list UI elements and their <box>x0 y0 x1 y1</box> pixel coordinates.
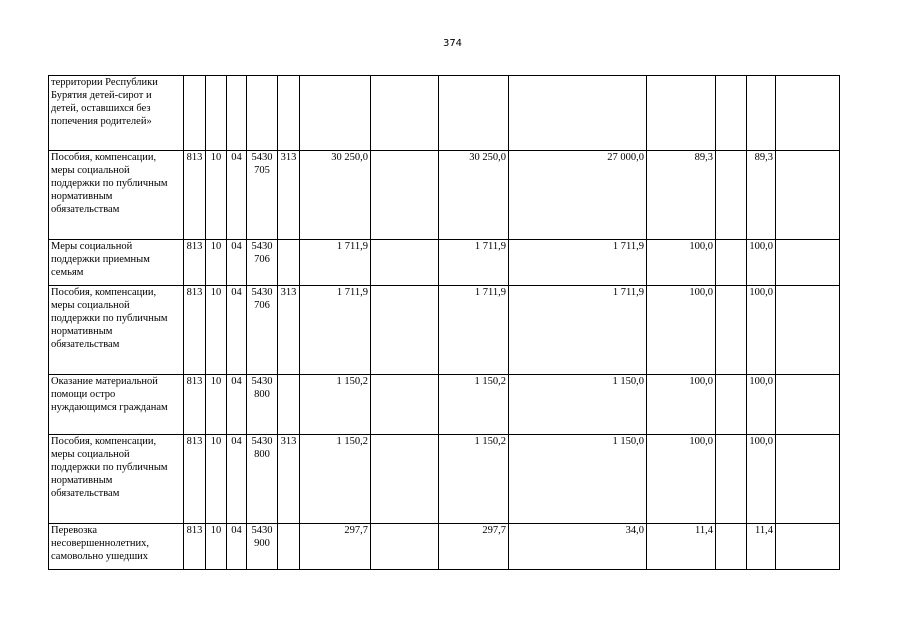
table-cell: 10 <box>206 240 227 286</box>
table-cell: 10 <box>206 375 227 435</box>
table-cell: 313 <box>278 286 300 375</box>
table-cell <box>716 76 747 151</box>
table-cell <box>184 76 206 151</box>
table-cell: 5430 900 <box>247 524 278 570</box>
table-cell: 10 <box>206 151 227 240</box>
table-cell: 100,0 <box>747 286 776 375</box>
table-cell: 11,4 <box>747 524 776 570</box>
table-cell: 297,7 <box>300 524 371 570</box>
table-row <box>49 240 840 286</box>
table-cell: 89,3 <box>747 151 776 240</box>
table-cell: 04 <box>227 151 247 240</box>
table-cell: 04 <box>227 240 247 286</box>
table-cell: 1 150,2 <box>300 435 371 524</box>
table-body <box>49 76 840 570</box>
table-cell <box>371 375 439 435</box>
table-cell <box>278 76 300 151</box>
table-cell <box>776 76 840 151</box>
table-row <box>49 286 840 375</box>
table-cell: 04 <box>227 286 247 375</box>
table-cell: 100,0 <box>747 435 776 524</box>
table-cell <box>647 76 716 151</box>
table-cell <box>776 375 840 435</box>
table-cell: 100,0 <box>747 375 776 435</box>
table-row <box>49 151 840 240</box>
table-cell <box>300 76 371 151</box>
page-number: 374 <box>442 38 463 49</box>
table-cell: 04 <box>227 524 247 570</box>
table-cell <box>371 435 439 524</box>
table-cell <box>776 286 840 375</box>
table-cell <box>371 76 439 151</box>
table-cell: 10 <box>206 286 227 375</box>
table-cell <box>247 76 278 151</box>
table-cell <box>776 435 840 524</box>
table-cell: 1 711,9 <box>509 240 647 286</box>
row-name-cell: Пособия, компенсации, меры социальной поддержки по публичным нормативным обязательствам <box>49 286 184 375</box>
row-name-cell: Оказание материальной помощи остро нуждающимся гражданам <box>49 375 184 435</box>
table-cell: 1 711,9 <box>300 286 371 375</box>
row-name-cell: Перевозка несовершеннолетних, самовольно ушедших <box>49 524 184 570</box>
table-cell <box>776 240 840 286</box>
table-cell <box>278 240 300 286</box>
table-cell: 04 <box>227 435 247 524</box>
table-cell <box>716 435 747 524</box>
table-cell <box>716 286 747 375</box>
table-cell: 100,0 <box>747 240 776 286</box>
table-cell: 1 711,9 <box>509 286 647 375</box>
table-cell <box>227 76 247 151</box>
table-cell <box>206 76 227 151</box>
table-cell <box>509 76 647 151</box>
table-cell: 10 <box>206 524 227 570</box>
table-cell <box>776 151 840 240</box>
table-cell: 27 000,0 <box>509 151 647 240</box>
table-cell <box>278 375 300 435</box>
table-cell: 313 <box>278 435 300 524</box>
table-cell <box>371 286 439 375</box>
table-cell: 5430 800 <box>247 435 278 524</box>
table-cell: 297,7 <box>439 524 509 570</box>
table-cell <box>278 524 300 570</box>
table-cell <box>371 524 439 570</box>
table-cell: 813 <box>184 524 206 570</box>
table-cell <box>716 524 747 570</box>
table-cell: 30 250,0 <box>300 151 371 240</box>
table-row <box>49 435 840 524</box>
table-cell: 04 <box>227 375 247 435</box>
table-cell <box>716 240 747 286</box>
table-cell: 1 711,9 <box>300 240 371 286</box>
table-cell: 313 <box>278 151 300 240</box>
table-cell <box>747 76 776 151</box>
table-cell: 100,0 <box>647 375 716 435</box>
budget-table <box>48 75 840 570</box>
table-cell: 5430 706 <box>247 286 278 375</box>
table-cell: 10 <box>206 435 227 524</box>
table-cell: 1 150,0 <box>509 435 647 524</box>
table-cell: 813 <box>184 286 206 375</box>
table-cell: 100,0 <box>647 435 716 524</box>
table-cell: 1 711,9 <box>439 286 509 375</box>
table-cell <box>371 240 439 286</box>
row-name-cell: Пособия, компенсации, меры социальной поддержки по публичным нормативным обязательствам <box>49 151 184 240</box>
table-cell: 1 150,2 <box>300 375 371 435</box>
table-cell <box>776 524 840 570</box>
table-cell: 813 <box>184 151 206 240</box>
table-cell <box>716 151 747 240</box>
table-cell: 100,0 <box>647 286 716 375</box>
row-name-cell: территории Республики Бурятия детей-сирот и детей, оставшихся без попечения родителей» <box>49 76 184 151</box>
table-row <box>49 375 840 435</box>
table-row <box>49 524 840 570</box>
table-cell: 34,0 <box>509 524 647 570</box>
table-cell: 5430 706 <box>247 240 278 286</box>
table-cell: 1 150,2 <box>439 435 509 524</box>
table-cell: 1 150,2 <box>439 375 509 435</box>
row-name-cell: Меры социальной поддержки приемным семьям <box>49 240 184 286</box>
table-cell: 5430 705 <box>247 151 278 240</box>
table-cell: 813 <box>184 375 206 435</box>
table-cell: 813 <box>184 240 206 286</box>
row-name-cell: Пособия, компенсации, меры социальной поддержки по публичным нормативным обязательствам <box>49 435 184 524</box>
table-cell: 89,3 <box>647 151 716 240</box>
table-cell: 100,0 <box>647 240 716 286</box>
table-cell: 813 <box>184 435 206 524</box>
table-cell: 30 250,0 <box>439 151 509 240</box>
table-cell: 5430 800 <box>247 375 278 435</box>
table-cell: 1 150,0 <box>509 375 647 435</box>
table-cell <box>716 375 747 435</box>
table-cell: 1 711,9 <box>439 240 509 286</box>
table-cell <box>371 151 439 240</box>
table-cell: 11,4 <box>647 524 716 570</box>
table-cell <box>439 76 509 151</box>
table-row <box>49 76 840 151</box>
